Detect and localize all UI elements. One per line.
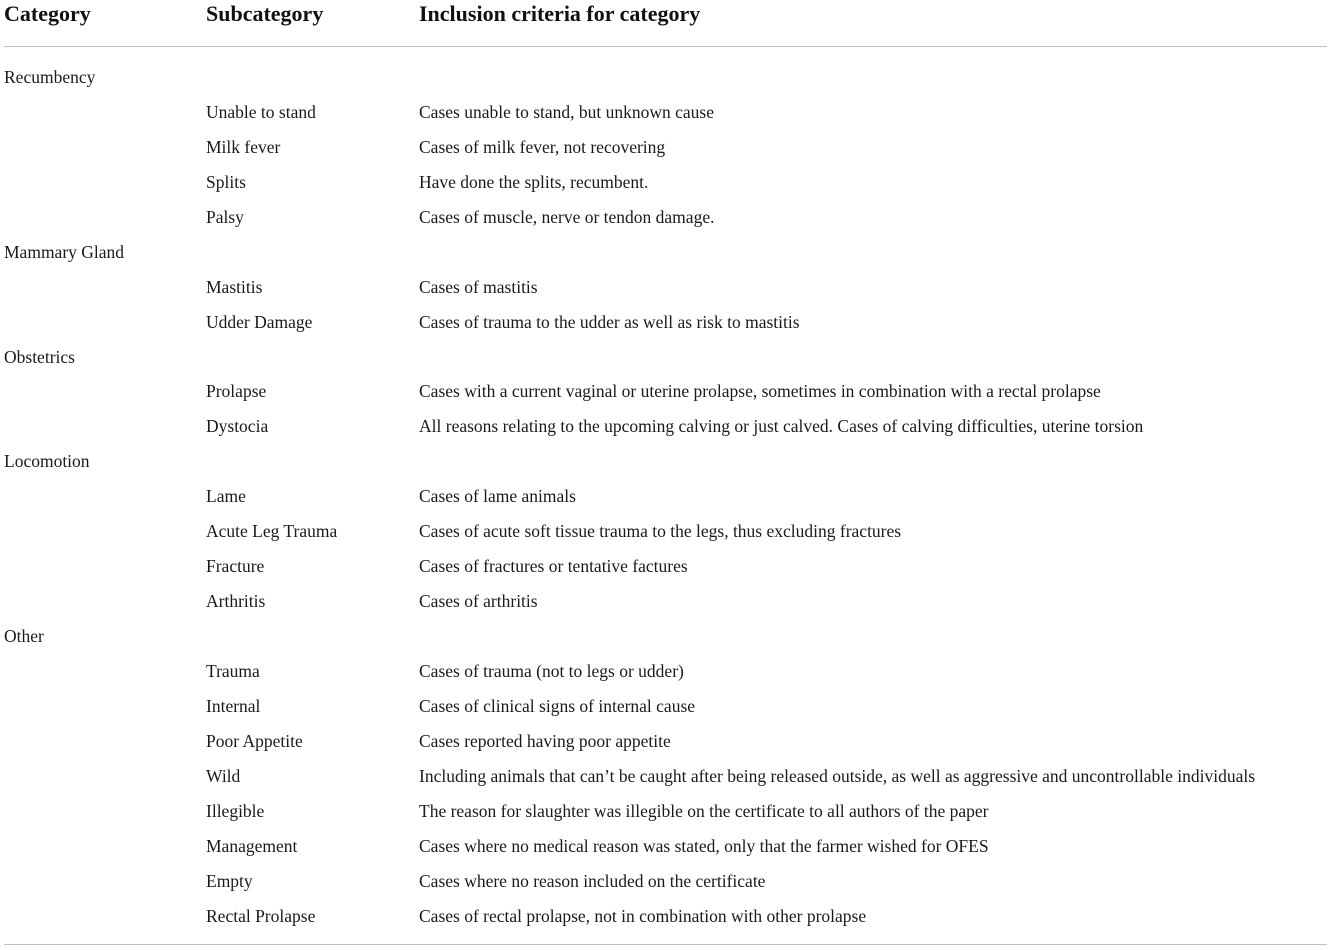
cell-subcategory: Trauma: [206, 660, 260, 681]
table-row: [0, 520, 1331, 555]
cell-criteria: All reasons relating to the upcoming calving or just calved. Cases of calving difficulties, uterine torsion: [419, 416, 1144, 437]
cell-subcategory: Arthritis: [206, 591, 266, 612]
cell-criteria: Cases of rectal prolapse, not in combination with other prolapse: [419, 905, 867, 926]
category-row: [0, 66, 1331, 101]
cell-subcategory: Mastitis: [206, 276, 263, 297]
table-row: [0, 695, 1331, 730]
table-row: [0, 870, 1331, 905]
table-row: [0, 835, 1331, 870]
table-bottom-divider: [4, 944, 1327, 945]
table-row: [0, 660, 1331, 695]
table-row: [0, 730, 1331, 765]
category-row: [0, 241, 1331, 276]
table-row: [0, 206, 1331, 241]
table-row: [0, 171, 1331, 206]
cell-subcategory: Splits: [206, 171, 246, 192]
cell-category: Other: [4, 626, 44, 647]
cell-subcategory: Dystocia: [206, 416, 269, 437]
table-row: [0, 276, 1331, 311]
cell-subcategory: Fracture: [206, 556, 265, 577]
cell-criteria: Cases of acute soft tissue trauma to the legs, thus excluding fractures: [419, 521, 902, 542]
table-row: [0, 555, 1331, 590]
cell-criteria: The reason for slaughter was illegible on the certificate to all authors of the paper: [419, 800, 989, 821]
cell-criteria: Cases where no medical reason was stated, only that the farmer wished for OFES: [419, 835, 989, 856]
table-row: [0, 905, 1331, 940]
cell-subcategory: Prolapse: [206, 381, 267, 402]
table-row: [0, 765, 1331, 800]
cell-criteria: Cases reported having poor appetite: [419, 730, 671, 751]
cell-criteria: Including animals that can’t be caught after being released outside, as well as aggressive and uncontrollable individuals: [419, 765, 1256, 786]
header-criteria: Inclusion criteria for category: [419, 1, 701, 26]
table-header: [0, 0, 1331, 46]
header-category: Category: [4, 1, 91, 26]
cell-subcategory: Palsy: [206, 206, 244, 227]
cell-subcategory: Poor Appetite: [206, 730, 303, 751]
cell-category: Mammary Gland: [4, 241, 125, 262]
cell-criteria: Cases of mastitis: [419, 276, 538, 297]
cell-subcategory: Lame: [206, 486, 246, 507]
cell-subcategory: Management: [206, 835, 298, 856]
cell-criteria: Cases of muscle, nerve or tendon damage.: [419, 206, 715, 227]
table-row: [0, 380, 1331, 415]
cell-subcategory: Milk fever: [206, 136, 281, 157]
cell-subcategory: Rectal Prolapse: [206, 905, 316, 926]
table-row: [0, 800, 1331, 835]
cell-criteria: Have done the splits, recumbent.: [419, 171, 649, 192]
cell-criteria: Cases of lame animals: [419, 486, 576, 507]
category-row: [0, 625, 1331, 660]
cell-subcategory: Udder Damage: [206, 311, 313, 332]
cell-category: Recumbency: [4, 67, 96, 87]
cell-subcategory: Illegible: [206, 800, 265, 821]
cell-criteria: Cases unable to stand, but unknown cause: [419, 101, 715, 122]
table-row: [0, 311, 1331, 346]
cell-subcategory: Internal: [206, 695, 261, 716]
table-row: [0, 136, 1331, 171]
table-row: [0, 101, 1331, 136]
category-row: [0, 450, 1331, 485]
cell-category: Locomotion: [4, 451, 90, 472]
cell-criteria: Cases of trauma (not to legs or udder): [419, 660, 684, 681]
cell-criteria: Cases where no reason included on the certificate: [419, 870, 766, 891]
table-row: [0, 415, 1331, 450]
cell-criteria: Cases of trauma to the udder as well as risk to mastitis: [419, 311, 800, 332]
cell-category: Obstetrics: [4, 346, 75, 367]
header-divider: [4, 46, 1327, 47]
header-subcategory: Subcategory: [206, 1, 324, 26]
cell-subcategory: Acute Leg Trauma: [206, 521, 338, 542]
cell-criteria: Cases of fractures or tentative factures: [419, 556, 688, 577]
cell-subcategory: Unable to stand: [206, 101, 316, 122]
cell-criteria: Cases of arthritis: [419, 591, 538, 612]
cell-criteria: Cases with a current vaginal or uterine prolapse, sometimes in combination with a rectal prolapse: [419, 381, 1101, 402]
table-row: [0, 485, 1331, 520]
cell-criteria: Cases of clinical signs of internal cause: [419, 695, 696, 716]
table-row: [0, 590, 1331, 625]
category-row: [0, 346, 1331, 381]
cell-subcategory: Empty: [206, 870, 253, 891]
cell-subcategory: Wild: [206, 765, 241, 786]
cell-criteria: Cases of milk fever, not recovering: [419, 136, 666, 157]
